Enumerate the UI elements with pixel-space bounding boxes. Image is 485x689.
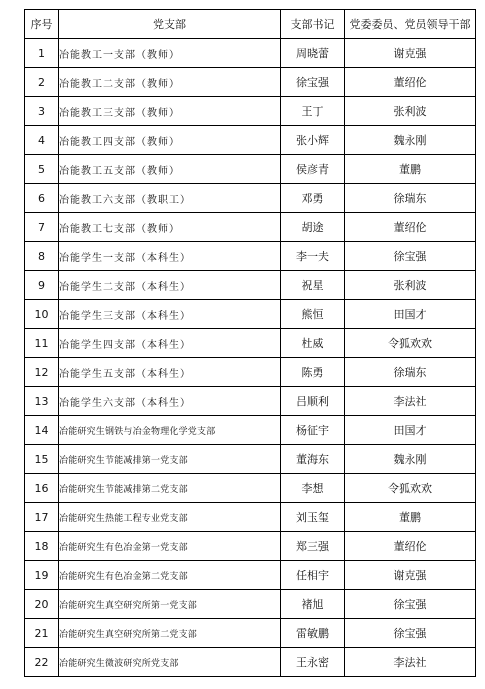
row-secretary: 张小辉 (281, 126, 345, 155)
row-leader: 魏永刚 (345, 445, 476, 474)
row-branch: 冶能教工三支部（教师） (59, 97, 281, 126)
row-index: 2 (25, 68, 59, 97)
row-branch: 冶能研究生真空研究所第一党支部 (59, 590, 281, 619)
row-branch: 冶能研究生钢铁与冶金物理化学党支部 (59, 416, 281, 445)
table-row (25, 619, 476, 648)
row-branch: 冶能学生五支部（本科生） (59, 358, 281, 387)
row-branch: 冶能研究生节能减排第二党支部 (59, 474, 281, 503)
branch-assignment-table (24, 9, 476, 677)
table-row (25, 68, 476, 97)
row-secretary: 杨征宇 (281, 416, 345, 445)
table-row (25, 416, 476, 445)
row-leader: 张利波 (345, 97, 476, 126)
row-index: 9 (25, 271, 59, 300)
table-row (25, 242, 476, 271)
row-leader: 董鹏 (345, 503, 476, 532)
row-branch: 冶能学生三支部（本科生） (59, 300, 281, 329)
row-index: 20 (25, 590, 59, 619)
row-index: 13 (25, 387, 59, 416)
table-row (25, 474, 476, 503)
row-leader: 田国才 (345, 416, 476, 445)
row-secretary: 雷敏鹏 (281, 619, 345, 648)
table-row (25, 97, 476, 126)
row-branch: 冶能学生二支部（本科生） (59, 271, 281, 300)
table-row (25, 387, 476, 416)
row-branch: 冶能教工五支部（教师） (59, 155, 281, 184)
row-index: 11 (25, 329, 59, 358)
row-index: 17 (25, 503, 59, 532)
row-leader: 董绍伦 (345, 68, 476, 97)
row-secretary: 董海东 (281, 445, 345, 474)
row-branch: 冶能教工七支部（教师） (59, 213, 281, 242)
row-leader: 徐瑞东 (345, 358, 476, 387)
row-leader: 张利波 (345, 271, 476, 300)
table-row (25, 184, 476, 213)
row-secretary: 王永密 (281, 648, 345, 677)
row-branch: 冶能研究生节能减排第一党支部 (59, 445, 281, 474)
row-secretary: 祝星 (281, 271, 345, 300)
row-leader: 田国才 (345, 300, 476, 329)
row-index: 5 (25, 155, 59, 184)
row-leader: 徐宝强 (345, 590, 476, 619)
table-row (25, 503, 476, 532)
row-leader: 李法社 (345, 648, 476, 677)
row-secretary: 邓勇 (281, 184, 345, 213)
row-index: 7 (25, 213, 59, 242)
row-secretary: 侯彦青 (281, 155, 345, 184)
row-secretary: 熊恒 (281, 300, 345, 329)
row-index: 1 (25, 39, 59, 68)
table-row (25, 590, 476, 619)
table-row (25, 271, 476, 300)
row-branch: 冶能研究生有色冶金第二党支部 (59, 561, 281, 590)
row-leader: 徐宝强 (345, 619, 476, 648)
row-leader: 魏永刚 (345, 126, 476, 155)
row-secretary: 李一夫 (281, 242, 345, 271)
header-branch: 党支部 (59, 10, 281, 39)
row-secretary: 周晓蕾 (281, 39, 345, 68)
row-index: 15 (25, 445, 59, 474)
row-index: 10 (25, 300, 59, 329)
row-leader: 令狐欢欢 (345, 474, 476, 503)
table-row (25, 155, 476, 184)
row-secretary: 徐宝强 (281, 68, 345, 97)
row-index: 12 (25, 358, 59, 387)
row-leader: 谢克强 (345, 39, 476, 68)
row-secretary: 刘玉玺 (281, 503, 345, 532)
row-leader: 谢克强 (345, 561, 476, 590)
row-leader: 令狐欢欢 (345, 329, 476, 358)
row-secretary: 李想 (281, 474, 345, 503)
row-secretary: 王丁 (281, 97, 345, 126)
row-leader: 董绍伦 (345, 213, 476, 242)
row-index: 18 (25, 532, 59, 561)
table-row (25, 648, 476, 677)
row-leader: 董鹏 (345, 155, 476, 184)
row-secretary: 陈勇 (281, 358, 345, 387)
row-index: 3 (25, 97, 59, 126)
row-branch: 冶能教工一支部（教师） (59, 39, 281, 68)
row-branch: 冶能学生六支部（本科生） (59, 387, 281, 416)
row-branch: 冶能研究生有色冶金第一党支部 (59, 532, 281, 561)
row-index: 14 (25, 416, 59, 445)
table-row (25, 358, 476, 387)
table-body (25, 39, 476, 677)
row-leader: 李法社 (345, 387, 476, 416)
table-row (25, 445, 476, 474)
row-branch: 冶能研究生真空研究所第二党支部 (59, 619, 281, 648)
row-branch: 冶能研究生热能工程专业党支部 (59, 503, 281, 532)
header-row (25, 10, 476, 39)
row-index: 21 (25, 619, 59, 648)
row-leader: 徐瑞东 (345, 184, 476, 213)
row-index: 8 (25, 242, 59, 271)
row-secretary: 杜威 (281, 329, 345, 358)
table-row (25, 329, 476, 358)
row-branch: 冶能学生四支部（本科生） (59, 329, 281, 358)
row-branch: 冶能教工六支部（教职工） (59, 184, 281, 213)
row-secretary: 任相宇 (281, 561, 345, 590)
row-secretary: 郑三强 (281, 532, 345, 561)
row-secretary: 褚旭 (281, 590, 345, 619)
row-secretary: 吕顺利 (281, 387, 345, 416)
header-leader: 党委委员、党员领导干部 (345, 10, 476, 39)
row-index: 19 (25, 561, 59, 590)
table-row (25, 39, 476, 68)
row-leader: 董绍伦 (345, 532, 476, 561)
table-row (25, 300, 476, 329)
table-row (25, 532, 476, 561)
header-secretary: 支部书记 (281, 10, 345, 39)
row-index: 4 (25, 126, 59, 155)
row-branch: 冶能研究生微波研究所党支部 (59, 648, 281, 677)
row-index: 22 (25, 648, 59, 677)
row-branch: 冶能教工二支部（教师） (59, 68, 281, 97)
row-leader: 徐宝强 (345, 242, 476, 271)
row-index: 16 (25, 474, 59, 503)
table-row (25, 126, 476, 155)
row-branch: 冶能教工四支部（教师） (59, 126, 281, 155)
row-secretary: 胡途 (281, 213, 345, 242)
header-index: 序号 (25, 10, 59, 39)
row-index: 6 (25, 184, 59, 213)
row-branch: 冶能学生一支部（本科生） (59, 242, 281, 271)
table-row (25, 561, 476, 590)
table-row (25, 213, 476, 242)
